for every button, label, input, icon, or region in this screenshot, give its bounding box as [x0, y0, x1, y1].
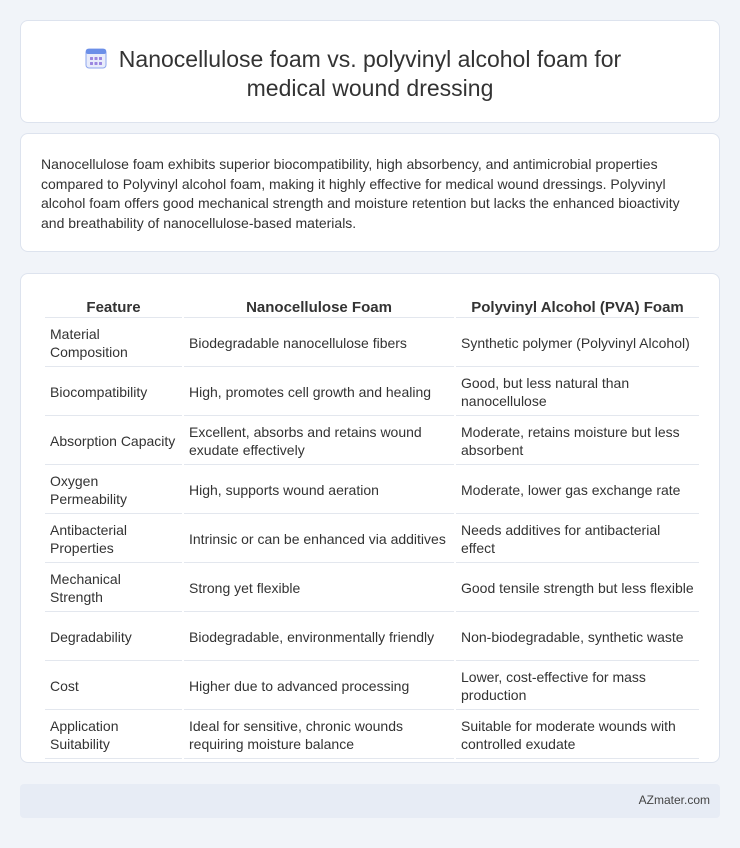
title-line-1: Nanocellulose foam vs. polyvinyl alcohol foam for [118, 46, 622, 72]
feature-cell: Absorption Capacity [45, 416, 182, 465]
pva-cell: Synthetic polymer (Polyvinyl Alcohol) [456, 318, 699, 367]
feature-cell: Application Suitability [45, 710, 182, 759]
nanocellulose-cell: Strong yet flexible [184, 563, 454, 612]
page-title [21, 45, 719, 103]
header-nanocellulose: Nanocellulose Foam [184, 295, 454, 318]
nanocellulose-cell: Ideal for sensitive, chronic wounds requiring moisture balance [184, 710, 454, 759]
nanocellulose-cell: Intrinsic or can be enhanced via additives [184, 514, 454, 563]
feature-cell: Material Composition [45, 318, 182, 367]
table-header-row [45, 295, 699, 318]
intro-paragraph: Nanocellulose foam exhibits superior biocompatibility, high absorbency, and antimicrobial properties compared to Polyvinyl alcohol foam, making it highly effective for medical wound dressings. Polyvinyl alcohol foam offers good mechanical strength and moisture retention but lacks the enhanced bioactivity and breathability of nanocellulose-based materials. [41, 156, 680, 231]
title-line-2: medical wound dressing [246, 75, 494, 101]
title-card [20, 20, 720, 123]
comparison-card [20, 273, 720, 763]
table-row [45, 367, 699, 416]
feature-cell: Antibacterial Properties [45, 514, 182, 563]
table-row [45, 612, 699, 661]
comparison-table [43, 295, 701, 759]
feature-cell: Degradability [45, 612, 182, 661]
footer-site-link[interactable]: AZmater.com [638, 793, 710, 807]
pva-cell: Needs additives for antibacterial effect [456, 514, 699, 563]
nanocellulose-cell: Biodegradable nanocellulose fibers [184, 318, 454, 367]
pva-cell: Moderate, lower gas exchange rate [456, 465, 699, 514]
table-row [45, 514, 699, 563]
table-row [45, 563, 699, 612]
table-row [45, 661, 699, 710]
table-row [45, 416, 699, 465]
nanocellulose-cell: High, supports wound aeration [184, 465, 454, 514]
pva-cell: Moderate, retains moisture but less absorbent [456, 416, 699, 465]
nanocellulose-cell: Higher due to advanced processing [184, 661, 454, 710]
pva-cell: Suitable for moderate wounds with controlled exudate [456, 710, 699, 759]
nanocellulose-cell: High, promotes cell growth and healing [184, 367, 454, 416]
table-row [45, 318, 699, 367]
pva-cell: Lower, cost-effective for mass production [456, 661, 699, 710]
intro-card [20, 133, 720, 252]
nanocellulose-cell: Biodegradable, environmentally friendly [184, 612, 454, 661]
header-pva: Polyvinyl Alcohol (PVA) Foam [456, 295, 699, 318]
table-row [45, 710, 699, 759]
feature-cell: Mechanical Strength [45, 563, 182, 612]
pva-cell: Non-biodegradable, synthetic waste [456, 612, 699, 661]
pva-cell: Good tensile strength but less flexible [456, 563, 699, 612]
footer-bar [20, 784, 720, 818]
table-row [45, 465, 699, 514]
header-feature: Feature [45, 295, 182, 318]
pva-cell: Good, but less natural than nanocellulose [456, 367, 699, 416]
nanocellulose-cell: Excellent, absorbs and retains wound exudate effectively [184, 416, 454, 465]
feature-cell: Biocompatibility [45, 367, 182, 416]
feature-cell: Cost [45, 661, 182, 710]
feature-cell: Oxygen Permeability [45, 465, 182, 514]
